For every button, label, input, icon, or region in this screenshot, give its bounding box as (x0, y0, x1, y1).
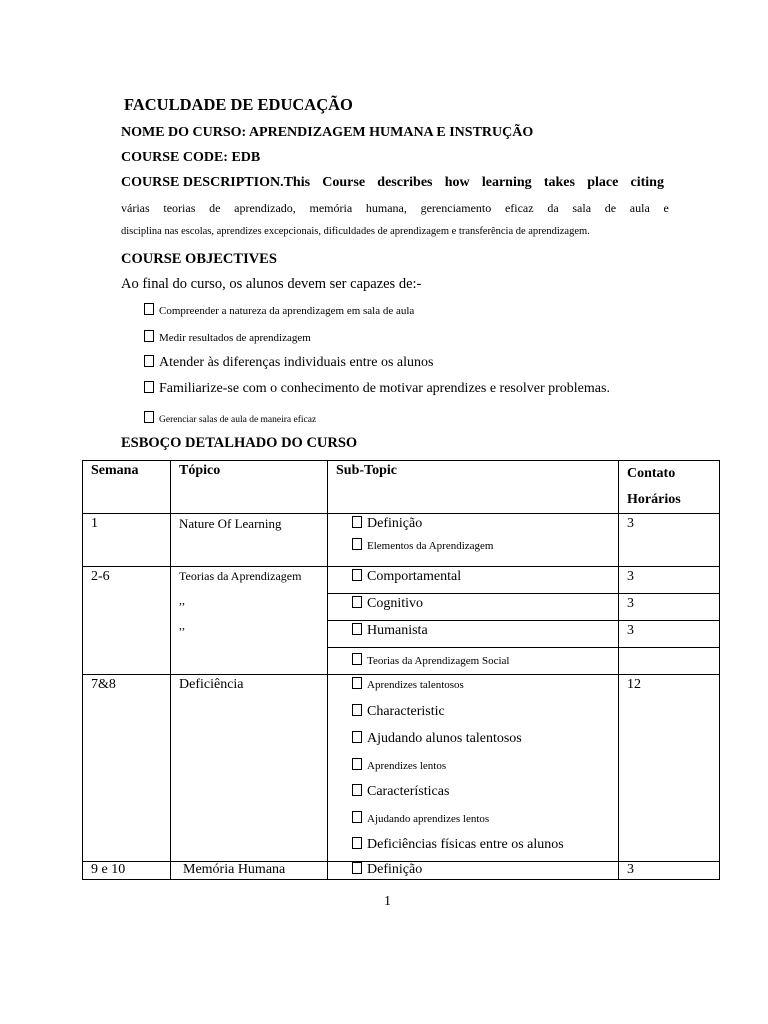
course-description-line-2 (121, 201, 669, 216)
bullet-box-icon (144, 330, 154, 342)
hours-cell: 3 (619, 862, 720, 880)
topic-cell: Memória Humana (171, 862, 328, 880)
description-word: citing (630, 175, 664, 190)
description-word: teorias (163, 201, 196, 215)
bullet-box-icon (352, 653, 362, 665)
bullet-box-icon (144, 355, 154, 367)
course-name: NOME DO CURSO: APRENDIZAGEM HUMANA E INSTRUÇÃO (121, 125, 534, 140)
objective-item (144, 355, 433, 371)
outline-heading: ESBOÇO DETALHADO DO CURSO (121, 435, 358, 451)
subtopic-cell (328, 862, 619, 880)
description-word: humana, (365, 201, 407, 215)
description-word: de (604, 201, 617, 215)
hours-cell: 3 (619, 594, 720, 621)
description-word: aprendizado, (234, 201, 296, 215)
hours-cell: 3 (619, 567, 720, 594)
topic-cell: Nature Of Learning (171, 514, 328, 567)
faculty-title: FACULDADE DE EDUCAÇÃO (124, 95, 353, 114)
subtopic-item: Elementos da Aprendizagem (328, 538, 618, 552)
topic-cell: Deficiência (171, 675, 328, 862)
bullet-box-icon (144, 381, 154, 393)
topic-cell: Teorias da Aprendizagem ,, ,, (171, 567, 328, 675)
description-word: learning (481, 175, 532, 190)
objective-text: Medir resultados de aprendizagem (159, 332, 311, 344)
week-cell: 7&8 (83, 675, 171, 862)
objectives-heading: COURSE OBJECTIVES (121, 251, 277, 267)
course-outline-table (82, 460, 720, 880)
bullet-box-icon (352, 704, 362, 716)
description-word: place (587, 175, 619, 190)
hours-cell: 3 (619, 621, 720, 648)
bullet-box-icon (352, 837, 362, 849)
subtopic-item: Ajudando alunos talentosos (328, 728, 618, 755)
objective-item (144, 303, 414, 317)
subtopic-cell (328, 514, 619, 567)
bullet-box-icon (352, 569, 362, 581)
subtopic-cell (328, 648, 619, 675)
bullet-box-icon (352, 677, 362, 689)
description-word: sala (572, 201, 592, 215)
description-label: COURSE DESCRIPTION. (121, 175, 284, 190)
description-word: how (444, 175, 470, 190)
description-word: várias (121, 201, 150, 215)
description-word: This (283, 175, 311, 190)
subtopic-item: Cognitivo (328, 596, 618, 612)
column-header-subtopic: Sub-Topic (328, 461, 619, 514)
description-word: aula (629, 201, 650, 215)
bullet-box-icon (144, 303, 154, 315)
objective-item (144, 411, 316, 425)
subtopic-cell (328, 567, 619, 594)
bullet-box-icon (352, 862, 362, 874)
hours-cell: 3 (619, 514, 720, 567)
week-cell: 9 e 10 (83, 862, 171, 880)
subtopic-item: Comportamental (328, 569, 618, 585)
course-description-line-3: disciplina nas escolas, aprendizes excepcionais, dificuldades de aprendizagem e transferência de aprendizagem. (121, 226, 590, 237)
objective-text: Atender às diferenças individuais entre os alunos (159, 355, 434, 370)
table-header-row (83, 461, 720, 514)
description-word: takes (543, 175, 575, 190)
subtopic-cell (328, 621, 619, 648)
subtopic-item: Deficiências físicas entre os alunos (328, 834, 618, 861)
subtopic-item: Definição (328, 516, 618, 532)
description-word: memória (309, 201, 353, 215)
course-description-line-1 (121, 175, 664, 191)
ditto-mark: ,, (179, 593, 185, 607)
subtopic-item: Aprendizes lentos (328, 755, 618, 781)
subtopic-item: Aprendizes talentosos (328, 675, 618, 701)
column-header-week: Semana (83, 461, 171, 514)
table-row (83, 862, 720, 880)
objective-text: Compreender a natureza da aprendizagem em sala de aula (159, 305, 415, 317)
bullet-box-icon (144, 411, 154, 423)
subtopic-item: Características (328, 781, 618, 808)
hours-cell: 12 (619, 675, 720, 862)
description-word: gerenciamento (420, 201, 492, 215)
table-row (83, 675, 720, 862)
description-word: eficaz (504, 201, 534, 215)
description-word: da (547, 201, 559, 215)
description-word: Course (322, 175, 366, 190)
week-cell: 1 (83, 514, 171, 567)
bullet-box-icon (352, 811, 362, 823)
objective-text: Familiarize-se com o conhecimento de motivar aprendizes e resolver problemas. (159, 381, 610, 396)
ditto-mark: ,, (179, 618, 185, 632)
bullet-box-icon (352, 758, 362, 770)
bullet-box-icon (352, 623, 362, 635)
column-header-topic: Tópico (171, 461, 328, 514)
subtopic-item: Teorias da Aprendizagem Social (328, 653, 618, 667)
objective-item (144, 381, 610, 397)
bullet-box-icon (352, 596, 362, 608)
column-header-hours: Contato Horários (619, 461, 720, 514)
objective-text: Gerenciar salas de aula de maneira eficaz (159, 415, 317, 425)
objectives-intro: Ao final do curso, os alunos devem ser capazes de:- (121, 276, 422, 292)
hours-cell (619, 648, 720, 675)
week-cell: 2-6 (83, 567, 171, 675)
subtopic-item: Humanista (328, 623, 618, 639)
bullet-box-icon (352, 538, 362, 550)
page-number: 1 (384, 894, 391, 909)
bullet-box-icon (352, 731, 362, 743)
description-word: e (663, 201, 669, 215)
subtopic-item: Characteristic (328, 701, 618, 728)
subtopic-item: Ajudando aprendizes lentos (328, 808, 618, 834)
course-code: COURSE CODE: EDB (121, 150, 261, 165)
subtopic-item: Definição (328, 862, 618, 878)
bullet-box-icon (352, 784, 362, 796)
subtopic-cell (328, 675, 619, 862)
objective-item (144, 330, 311, 344)
bullet-box-icon (352, 516, 362, 528)
subtopic-cell (328, 594, 619, 621)
description-word: de (209, 201, 221, 215)
description-word: describes (377, 175, 433, 190)
table-row (83, 567, 720, 594)
table-row (83, 514, 720, 567)
